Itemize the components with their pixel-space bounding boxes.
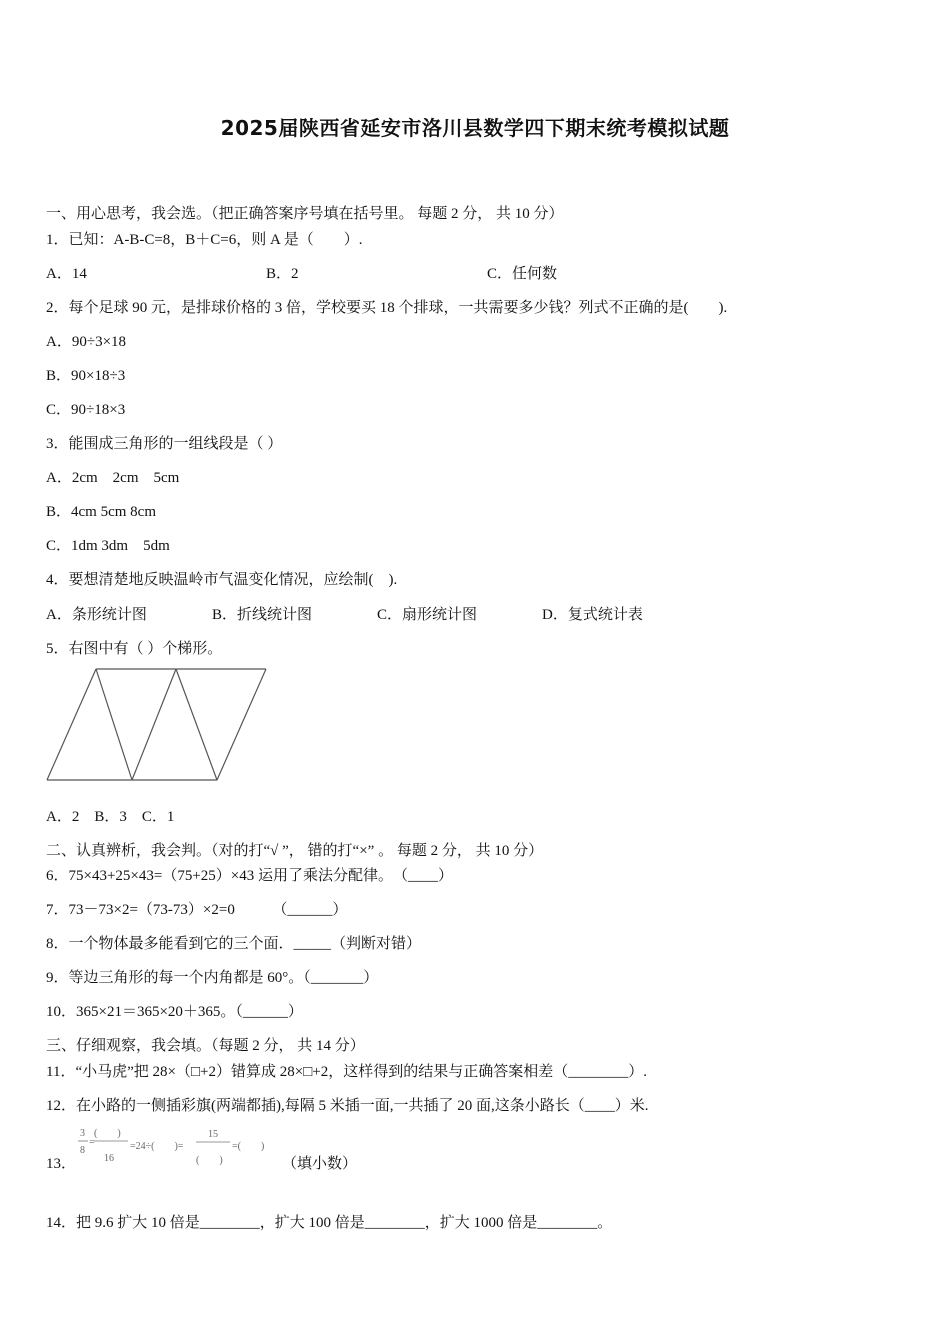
question-11: 11．“小马虎”把 28×（□+2）错算成 28×□+2，这样得到的结果与正确答案相差（________）. xyxy=(46,1064,647,1080)
frac3-num: 15 xyxy=(208,1129,218,1140)
q4-option-c: C．扇形统计图 xyxy=(377,607,478,623)
figure-diag-3 xyxy=(176,669,217,780)
q2-option-c: C．90÷18×3 xyxy=(46,402,126,418)
q2-option-b: B．90×18÷3 xyxy=(46,368,126,384)
q1-option-b: B．2 xyxy=(266,266,299,282)
question-13-number: 13． xyxy=(46,1156,77,1172)
question-7: 7．73－73×2=（73-73）×2=0 （______） xyxy=(46,902,348,918)
figure-right-edge xyxy=(217,669,266,780)
q2-option-a: A．90÷3×18 xyxy=(46,334,127,350)
question-5: 5．右图中有（ ）个梯形。 xyxy=(46,641,223,657)
q5-options: A．2 B．3 C．1 xyxy=(46,809,175,825)
frac2-den: 16 xyxy=(104,1153,114,1164)
question-8: 8．一个物体最多能看到它的三个面．_____（判断对错） xyxy=(46,936,422,952)
question-10: 10．365×21＝365×20＋365。（______） xyxy=(46,1004,303,1020)
question-3: 3．能围成三角形的一组线段是（ ） xyxy=(46,436,283,452)
question-12: 12．在小路的一侧插彩旗(两端都插),每隔 5 米插一面,一共插了 20 面,这条小路长（____）米. xyxy=(46,1098,649,1114)
frac3-den: ( ) xyxy=(196,1155,223,1166)
frac2-num: ( ) xyxy=(94,1128,121,1139)
q4-option-b: B．折线统计图 xyxy=(212,607,313,623)
section-1-heading: 一、用心思考，我会选。（把正确答案序号填在括号里。 每题 2 分， 共 10 分） xyxy=(46,206,564,222)
q4-option-d: D．复式统计表 xyxy=(542,607,643,623)
question-13-tail: （填小数） xyxy=(282,1156,358,1172)
question-2: 2．每个足球 90 元，是排球价格的 3 倍，学校要买 18 个排球，一共需要多少钱？列式不正确的是( ). xyxy=(46,300,728,316)
figure-diag-1 xyxy=(96,669,132,780)
q3-option-a: A．2cm 2cm 5cm xyxy=(46,470,180,486)
question-6: 6．75×43+25×43=（75+25）×43 运用了乘法分配律。 （____） xyxy=(46,868,454,884)
frac1-num: 3 xyxy=(80,1128,85,1139)
q4-option-a: A．条形统计图 xyxy=(46,607,147,623)
mid-expression: =24÷( )= xyxy=(130,1141,184,1152)
end-expression: =( ) xyxy=(232,1141,265,1152)
q3-option-b: B．4cm 5cm 8cm xyxy=(46,504,156,520)
eq-1: = xyxy=(89,1137,95,1148)
q3-option-c: C．1dm 3dm 5dm xyxy=(46,538,170,554)
figure-left-edge xyxy=(47,669,96,780)
figure-diag-2 xyxy=(132,669,176,780)
question-1: 1．已知：A-B-C=8，B＋C=6，则 A 是（ ）. xyxy=(46,232,363,248)
question-14: 14．把 9.6 扩大 10 倍是________，扩大 100 倍是________，扩大 1000 倍是________。 xyxy=(46,1215,613,1231)
page-title: 2025届陕西省延安市洛川县数学四下期末统考模拟试题 xyxy=(220,116,730,140)
q1-option-c: C．任何数 xyxy=(487,266,558,282)
frac1-den: 8 xyxy=(80,1145,85,1156)
trapezoid-figure xyxy=(44,665,274,785)
section-3-heading: 三、仔细观察，我会填。（每题 2 分， 共 14 分） xyxy=(46,1038,365,1054)
question-9: 9．等边三角形的每一个内角都是 60°。（_______） xyxy=(46,970,379,986)
section-2-heading: 二、认真辨析，我会判。（对的打“√ ”， 错的打“×” 。 每题 2 分， 共 10 分） xyxy=(46,843,544,859)
q13-fraction-equation xyxy=(76,1125,286,1171)
q1-option-a: A．14 xyxy=(46,266,87,282)
question-4: 4．要想清楚地反映温岭市气温变化情况，应绘制( ). xyxy=(46,572,398,588)
